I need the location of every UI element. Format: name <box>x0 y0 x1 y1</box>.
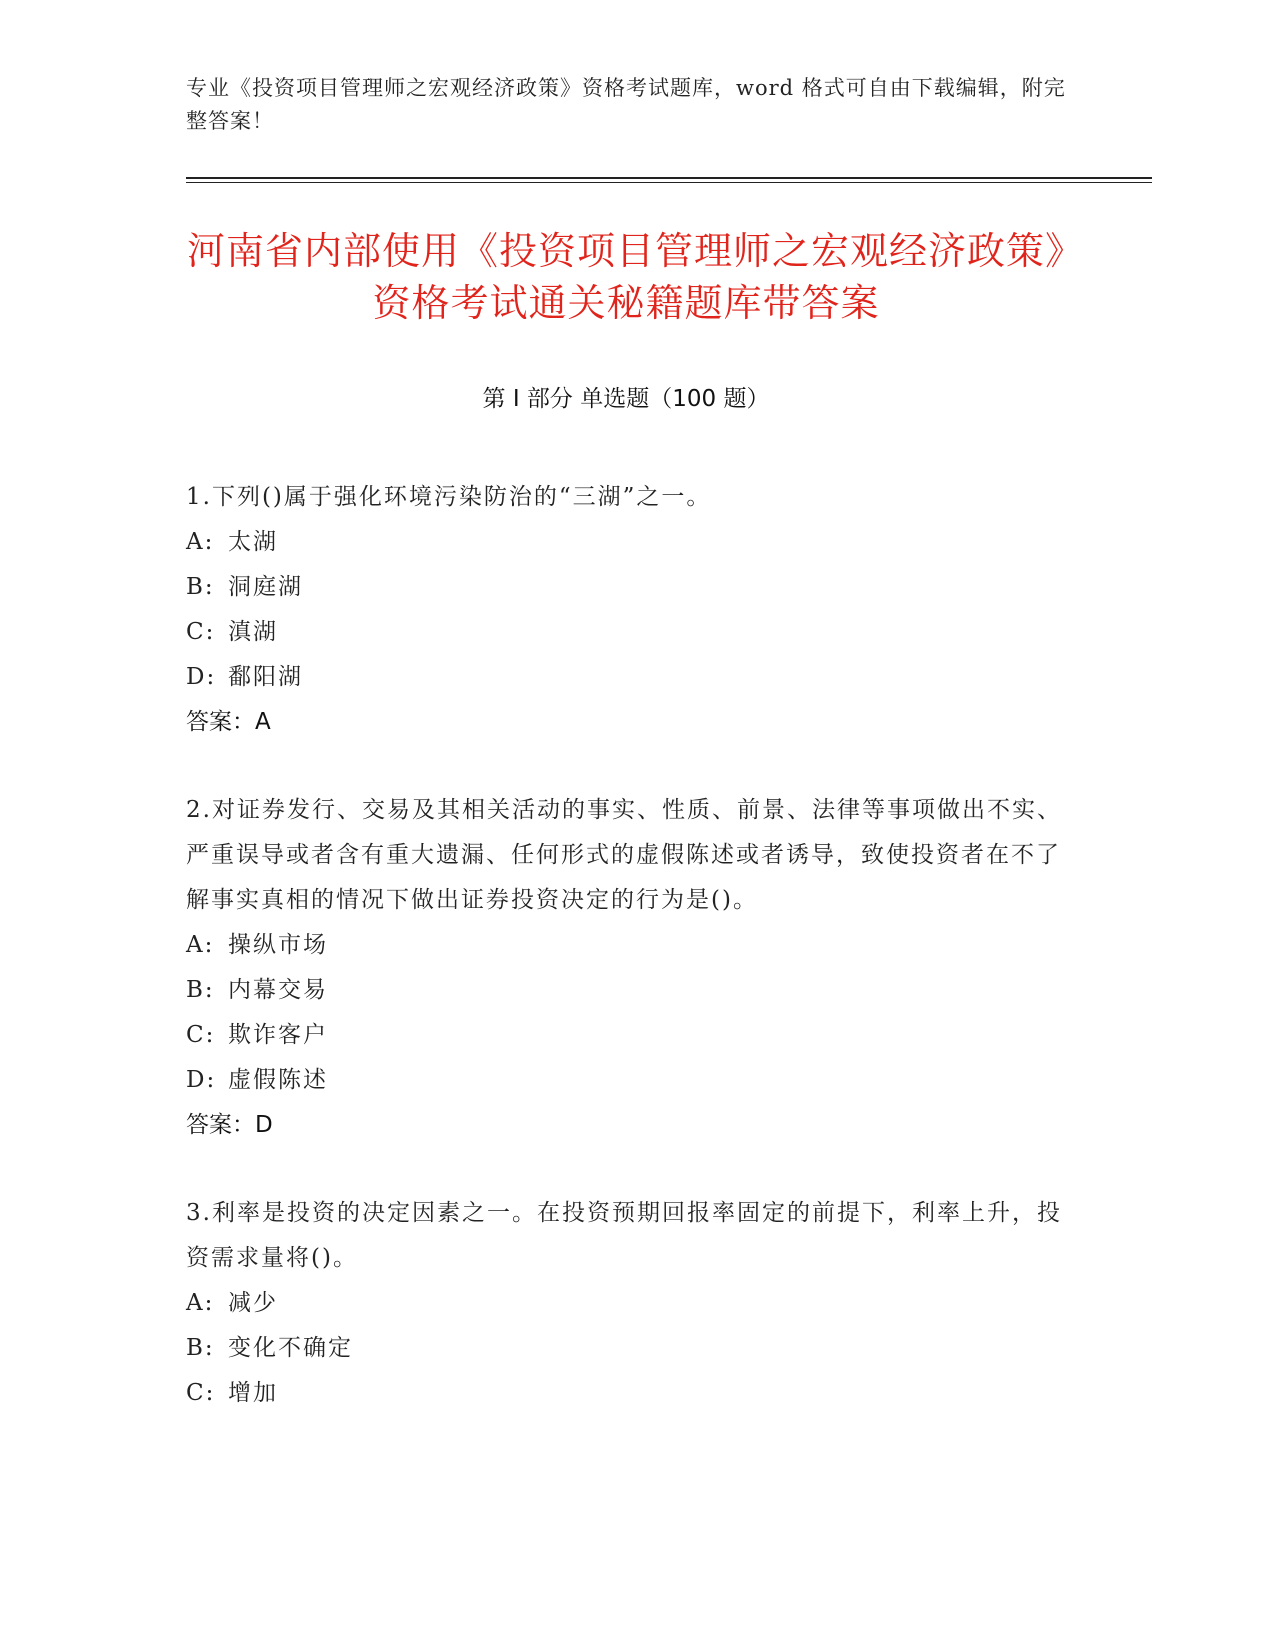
option-a <box>186 520 1066 565</box>
option-letter: C: <box>186 1022 216 1048</box>
question-list <box>186 475 1066 1459</box>
option-text: 滇湖 <box>228 619 278 645</box>
header-divider-thin <box>186 182 1152 183</box>
option-letter: C: <box>186 619 216 645</box>
question-2 <box>186 788 1066 1148</box>
question-stem: 3.利率是投资的决定因素之一。在投资预期回报率固定的前提下，利率上升，投资需求量将()。 <box>186 1200 1062 1271</box>
option-text: 操纵市场 <box>228 932 328 958</box>
option-text: 内幕交易 <box>228 977 328 1003</box>
option-text: 虚假陈述 <box>228 1067 328 1093</box>
answer-label: 答案： <box>186 1112 255 1138</box>
option-b <box>186 565 1066 610</box>
question-3 <box>186 1191 1066 1416</box>
option-letter: D: <box>186 1067 217 1093</box>
answer-line <box>186 1103 1066 1148</box>
option-letter: C: <box>186 1380 216 1406</box>
option-text: 减少 <box>228 1290 278 1316</box>
option-letter: B: <box>186 1335 215 1361</box>
question-1 <box>186 475 1066 745</box>
question-stem: 1.下列()属于强化环境污染防治的“三湖”之一。 <box>186 484 712 510</box>
option-letter: A: <box>186 1290 215 1316</box>
option-letter: B: <box>186 977 215 1003</box>
option-c <box>186 1371 1066 1416</box>
option-letter: B: <box>186 574 215 600</box>
option-text: 太湖 <box>228 529 278 555</box>
option-letter: D: <box>186 664 217 690</box>
answer-value: A <box>255 709 271 735</box>
option-c <box>186 1013 1066 1058</box>
option-b <box>186 1326 1066 1371</box>
option-b <box>186 968 1066 1013</box>
option-text: 欺诈客户 <box>228 1022 328 1048</box>
answer-label: 答案： <box>186 709 255 735</box>
option-a <box>186 923 1066 968</box>
question-stem: 2.对证券发行、交易及其相关活动的事实、性质、前景、法律等事项做出不实、严重误导或者含有重大遗漏、任何形式的虚假陈述或者诱导，致使投资者在不了解事实真相的情况下做出证券投资决定的行为是()。 <box>186 797 1062 913</box>
section-heading: 第 I 部分 单选题（100 题） <box>482 386 770 412</box>
document-title: 河南省内部使用《投资项目管理师之宏观经济政策》资格考试通关秘籍题库带答案 <box>186 229 1065 325</box>
answer-value: D <box>255 1112 273 1138</box>
option-letter: A: <box>186 529 215 555</box>
header-note: 专业《投资项目管理师之宏观经济政策》资格考试题库，word 格式可自由下载编辑，附完整答案！ <box>186 76 1066 133</box>
option-text: 变化不确定 <box>228 1335 353 1361</box>
option-text: 鄱阳湖 <box>228 664 303 690</box>
header-divider-thick <box>186 177 1152 179</box>
option-letter: A: <box>186 932 215 958</box>
option-a <box>186 1281 1066 1326</box>
option-d <box>186 1058 1066 1103</box>
answer-line <box>186 700 1066 745</box>
option-text: 增加 <box>228 1380 278 1406</box>
option-text: 洞庭湖 <box>228 574 303 600</box>
option-c <box>186 610 1066 655</box>
option-d <box>186 655 1066 700</box>
